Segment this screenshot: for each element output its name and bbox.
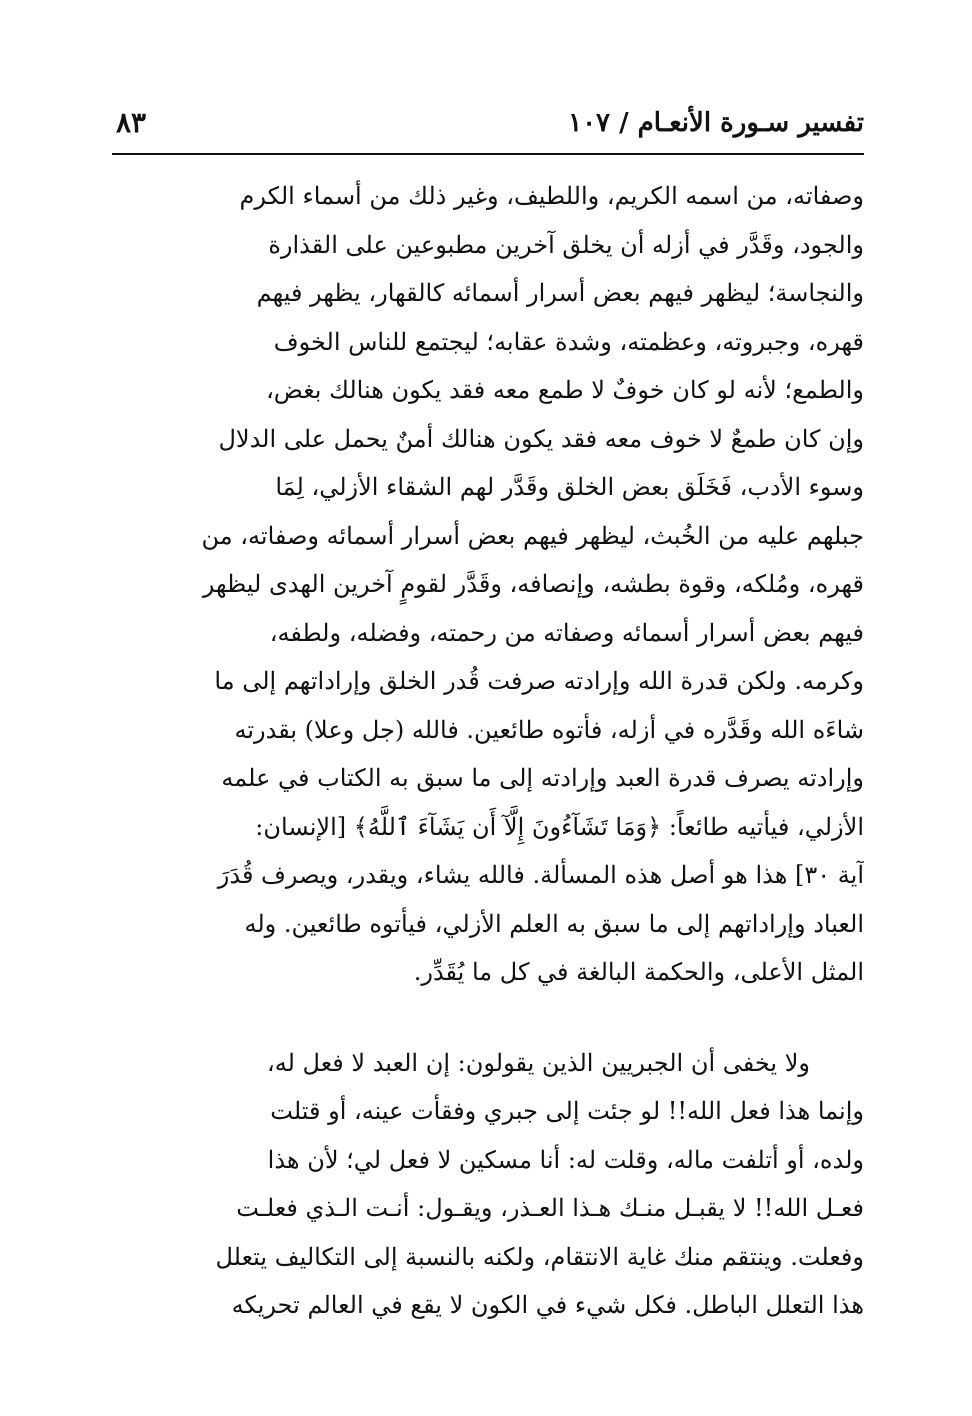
text-line: وصفاته، من اسمه الكريم، واللطيف، وغير ذلك من أسماء الكرم	[239, 182, 864, 210]
text-line: قهره، وجبروته، وعظمته، وشدة عقابه؛ ليجتمع للناس الخوف	[273, 327, 864, 356]
text-line: جبلهم عليه من الخُبث، ليظهر فيهم بعض أسرار أسمائه وصفاته، من	[201, 521, 864, 550]
text-line: وكرمه. ولكن قدرة الله وإرادته صرفت قُدر الخلق وإراداتهم إلى ما	[214, 667, 864, 695]
text-line: ولا يخفى أن الجبريين الذين يقولون: إن العبد لا فعل له،	[266, 1048, 810, 1077]
text-line: والنجاسة؛ ليظهر فيهم بعض أسرار أسمائه كالقهار، يظهر فيهم	[256, 279, 864, 307]
header-divider	[112, 153, 864, 155]
text-line: والجود، وقَدَّر في أزله أن يخلق آخرين مطبوعين على القذارة	[268, 230, 864, 259]
text-line: وسوء الأدب، فَخَلَق بعض الخلق وقَدَّر لهم الشقاء الأزلي، لِمَا	[275, 473, 864, 501]
text-line: وفعلت. وينتقم منك غاية الانتقام، ولكنه بالنسبة إلى التكاليف يتعلل	[215, 1242, 864, 1271]
text-line: وإن كان طمعٌ لا خوف معه فقد يكون هنالك أمنٌ يحمل على الدلال	[218, 424, 864, 453]
paragraph-gap	[112, 997, 864, 1039]
text-line: المثل الأعلى، والحكمة البالغة في كل ما يُقَدِّر.	[413, 958, 864, 986]
paragraph-2	[112, 1039, 864, 1330]
text-line: العباد وإراداتهم إلى ما سبق به العلم الأزلي، فيأتوه طائعين. وله	[244, 909, 864, 938]
text-line: شاءَه الله وقَدَّره في أزله، فأتوه طائعين. فالله (جل وعلا) بقدرته	[234, 715, 864, 744]
text-line: فعـل الله!! لا يقبـل منـك هـذا العـذر، ويقـول: أنـت الـذي فعلـت	[236, 1194, 864, 1222]
text-line: ولده، أو أتلفت ماله، وقلت له: أنا مسكين لا فعل لي؛ لأن هذا	[267, 1145, 864, 1174]
running-title: تفسير سـورة الأنعـام / ١٠٧	[568, 108, 864, 138]
text-line: وإرادته يصرف قدرة العبد وإرادته إلى ما سبق به الكتاب في علمه	[221, 764, 864, 792]
text-line: فيهم بعض أسرار أسمائه وصفاته من رحمته، وفضله، ولطفه،	[269, 618, 864, 647]
text-line: هذا التعلل الباطل. فكل شيء في الكون لا يقع في العالم تحريكه	[231, 1291, 864, 1319]
page-header	[112, 100, 864, 150]
quran-verse-line: الأزلي، فيأتيه طائعاً: ﴿وَمَا تَشَآءُونَ إِلَّآ أَن يَشَآءَ ٱللَّهُ﴾ [الإنسان:	[255, 812, 864, 841]
text-line: والطمع؛ لأنه لو كان خوفٌ لا طمع معه فقد يكون هنالك بغض،	[266, 376, 864, 404]
page-number: ٨٣	[116, 106, 147, 139]
body-text	[112, 172, 864, 1330]
text-line: وإنما هذا فعل الله!! لو جئت إلى جبري وفقأت عينه، أو قتلت	[270, 1097, 864, 1125]
paragraph-1	[112, 172, 864, 997]
text-line: آية ٣٠] هذا هو أصل هذه المسألة. فالله يشاء، ويقدر، ويصرف قُدَرَ	[217, 861, 864, 889]
text-line: قهره، ومُلكه، وقوة بطشه، وإنصافه، وقَدَّر لقومٍ آخرين الهدى ليظهر	[202, 570, 864, 598]
